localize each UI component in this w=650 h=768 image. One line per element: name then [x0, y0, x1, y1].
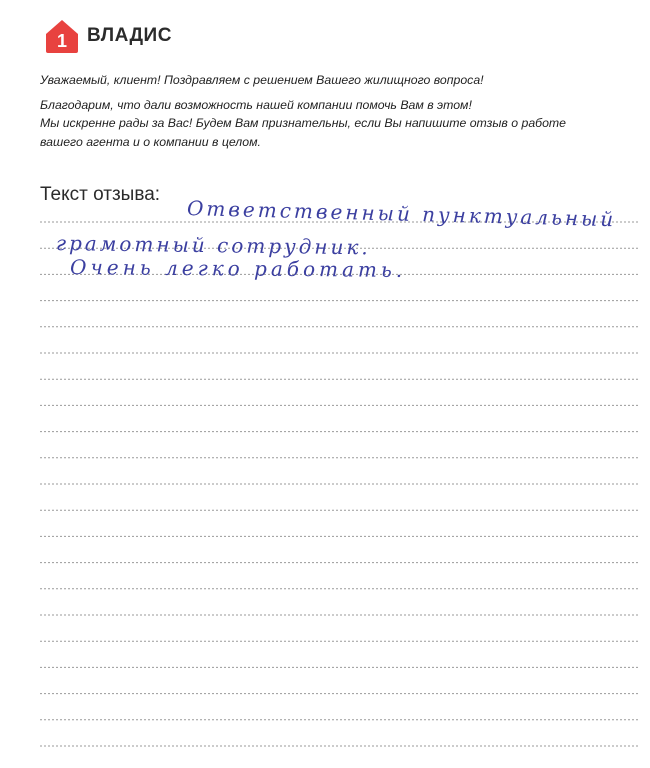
logo-digit: 1	[56, 31, 68, 51]
ruled-lines	[40, 0, 640, 768]
handwritten-review-line-1: Ответственный пунктуальный	[186, 196, 617, 232]
review-label: Текст отзыва:	[40, 184, 161, 205]
handwritten-review-line-2: грамотный сотрудник.	[55, 231, 371, 260]
intro-request-line-2: вашего агента и о компании в целом.	[40, 134, 261, 149]
intro-thanks: Благодарим, что дали возможность нашей компании помочь Вам в этом!	[40, 97, 472, 112]
intro-greeting: Уважаемый, клиент! Поздравляем с решением Вашего жилищного вопроса!	[40, 73, 484, 87]
intro-request-line-1: Мы искренне рады за Вас! Будем Вам признательны, если Вы напишите отзыв о работе	[40, 116, 567, 130]
brand-name: ВЛАДИС	[87, 25, 172, 46]
handwritten-review-line-3: Очень легко работать.	[69, 255, 407, 282]
